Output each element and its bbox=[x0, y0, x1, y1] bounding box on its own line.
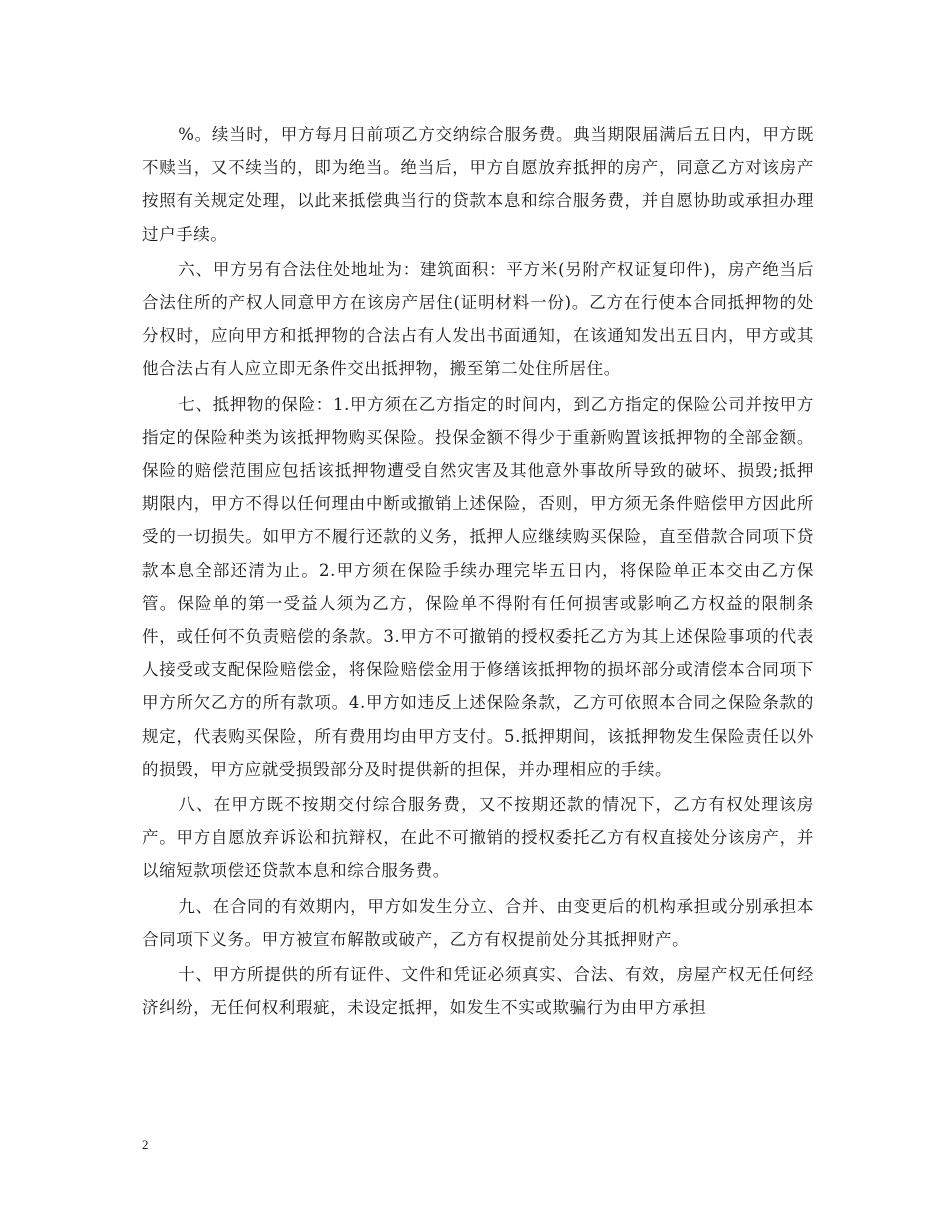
page-number: 2 bbox=[142, 1137, 149, 1152]
paragraph-clause-5-continued: %。续当时，甲方每月日前项乙方交纳综合服务费。典当期限届满后五日内，甲方既不赎当，又不续当的，即为绝当。绝当后，甲方自愿放弃抵押的房产，同意乙方对该房产按照有关规定处理，以此来抵偿典当行的贷款本息和综合服务费，并自愿协助或承担办理过户手续。 bbox=[142, 125, 814, 244]
paragraph-clause-6: 六、甲方另有合法住处地址为：建筑面积：平方米(另附产权证复印件)，房产绝当后合法住所的产权人同意甲方在该房产居住(证明材料一份)。乙方在行使本合同抵押物的处分权时，应向甲方和抵押物的合法占有人发出书面通知，在该通知发出五日内，甲方或其他合法占有人应立即无条件交出抵押物，搬至第二处住所居住。 bbox=[142, 259, 814, 379]
document-body bbox=[142, 118, 814, 1026]
paragraph-clause-9: 九、在合同的有效期内，甲方如发生分立、合并、由变更后的机构承担或分别承担本合同项下义务。甲方被宣布解散或破产，乙方有权提前处分其抵押财产。 bbox=[142, 896, 814, 949]
paragraph-clause-8: 八、在甲方既不按期交付综合服务费，又不按期还款的情况下，乙方有权处理该房产。甲方自愿放弃诉讼和抗辩权，在此不可撤销的授权委托乙方有权直接处分该房产，并以缩短款项偿还贷款本息和综合服务费。 bbox=[142, 795, 814, 881]
paragraph-clause-10: 十、甲方所提供的所有证件、文件和凭证必须真实、合法、有效，房屋产权无任何经济纠纷，无任何权利瑕疵，未设定抵押，如发生不实或欺骗行为由甲方承担 bbox=[142, 965, 814, 1018]
paragraph-clause-7: 七、抵押物的保险：1.甲方须在乙方指定的时间内，到乙方指定的保险公司并按甲方指定的保险种类为该抵押物购买保险。投保金额不得少于重新购置该抵押物的全部金额。保险的赔偿范围应包括该抵押物遭受自然灾害及其他意外事故所导致的破坏、损毁;抵押期限内，甲方不得以任何理由中断或撤销上述保险，否则，甲方须无条件赔偿甲方因此所受的一切损失。如甲方不履行还款的义务，抵押人应继续购买保险，直至借款合同项下贷款本息全部还清为止。2.甲方须在保险手续办理完毕五日内，将保险单正本交由乙方保管。保险单的第一受益人须为乙方，保险单不得附有任何损害或影响乙方权益的限制条件，或任何不负责赔偿的条款。3.甲方不可撤销的授权委托乙方为其上述保险事项的代表人接受或支配保险赔偿金，将保险赔偿金用于修缮该抵押物的损坏部分或清偿本合同项下甲方所欠乙方的所有款项。4.甲方如违反上述保险条款，乙方可依照本合同之保险条款的规定，代表购买保险，所有费用均由甲方支付。5.抵押期间，该抵押物发生保险责任以外的损毁，甲方应就受损毁部分及时提供新的担保，并办理相应的手续。 bbox=[142, 394, 814, 779]
